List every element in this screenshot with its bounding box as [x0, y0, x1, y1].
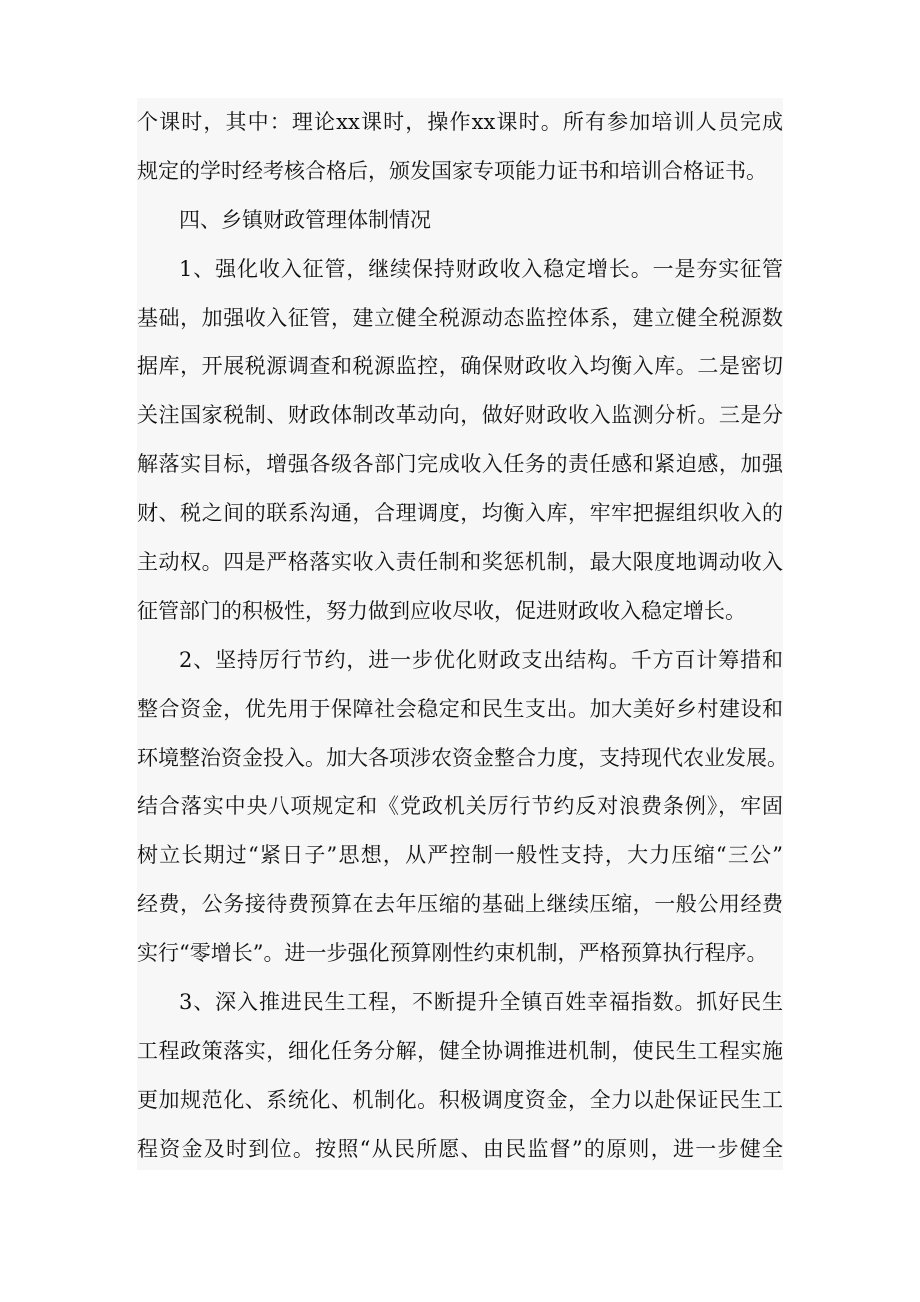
text-line: 环境整治资金投入。加大各项涉农资金整合力度，支持现代农业发展。	[137, 745, 788, 770]
text-line: 规定的学时经考核合格后，颁发国家专项能力证书和培训合格证书。	[137, 158, 767, 183]
text-line: 3、深入推进民生工程，不断提升全镇百姓幸福指数。抓好民生	[179, 990, 783, 1015]
text-line: 个课时，其中：理论xx课时，操作xx课时。所有参加培训人员完成	[137, 110, 783, 134]
text-line: 基础，加强收入征管，建立健全税源动态监控体系，建立健全税源数	[137, 305, 783, 330]
text-line: 工程政策落实，细化任务分解，健全协调推进机制，使民生工程实施	[137, 1038, 783, 1063]
text-line: 据库，开展税源调查和税源监控，确保财政收入均衡入库。二是密切	[137, 354, 783, 379]
text-line: 征管部门的积极性，努力做到应收尽收，促进财政收入稳定增长。	[137, 598, 746, 623]
text-line: 更加规范化、系统化、机制化。积极调度资金，全力以赴保证民生工	[137, 1087, 783, 1112]
text-line: 程资金及时到位。按照“从民所愿、由民监督”的原则，进一步健全	[137, 1136, 783, 1161]
text-line: 结合落实中央八项规定和《党政机关厉行节约反对浪费条例》，牢固	[137, 794, 783, 819]
text-line: 关注国家税制、财政体制改革动向，做好财政收入监测分析。三是分	[137, 403, 783, 428]
text-line: 1、强化收入征管，继续保持财政收入稳定增长。一是夯实征管	[179, 256, 783, 281]
text-line: 解落实目标，增强各级各部门完成收入任务的责任感和紧迫感，加强	[137, 452, 783, 477]
text-line: 主动权。四是严格落实收入责任制和奖惩机制，最大限度地调动收入	[137, 550, 783, 575]
text-line: 2、坚持厉行节约，进一步优化财政支出结构。千方百计筹措和	[179, 647, 783, 672]
section-heading: 四、乡镇财政管理体制情况	[179, 207, 431, 232]
text-line: 实行“零增长”。进一步强化预算刚性约束机制，严格预算执行程序。	[137, 941, 768, 966]
text-line: 树立长期过“紧日子”思想，从严控制一般性支持，大力压缩“三公”	[137, 843, 783, 868]
text-line: 经费，公务接待费预算在去年压缩的基础上继续压缩，一般公用经费	[137, 892, 783, 917]
document-body	[137, 98, 788, 1174]
text-line: 财、税之间的联系沟通，合理调度，均衡入库，牢牢把握组织收入的	[137, 501, 783, 526]
text-line: 整合资金，优先用于保障社会稳定和民生支出。加大美好乡村建设和	[137, 696, 783, 721]
